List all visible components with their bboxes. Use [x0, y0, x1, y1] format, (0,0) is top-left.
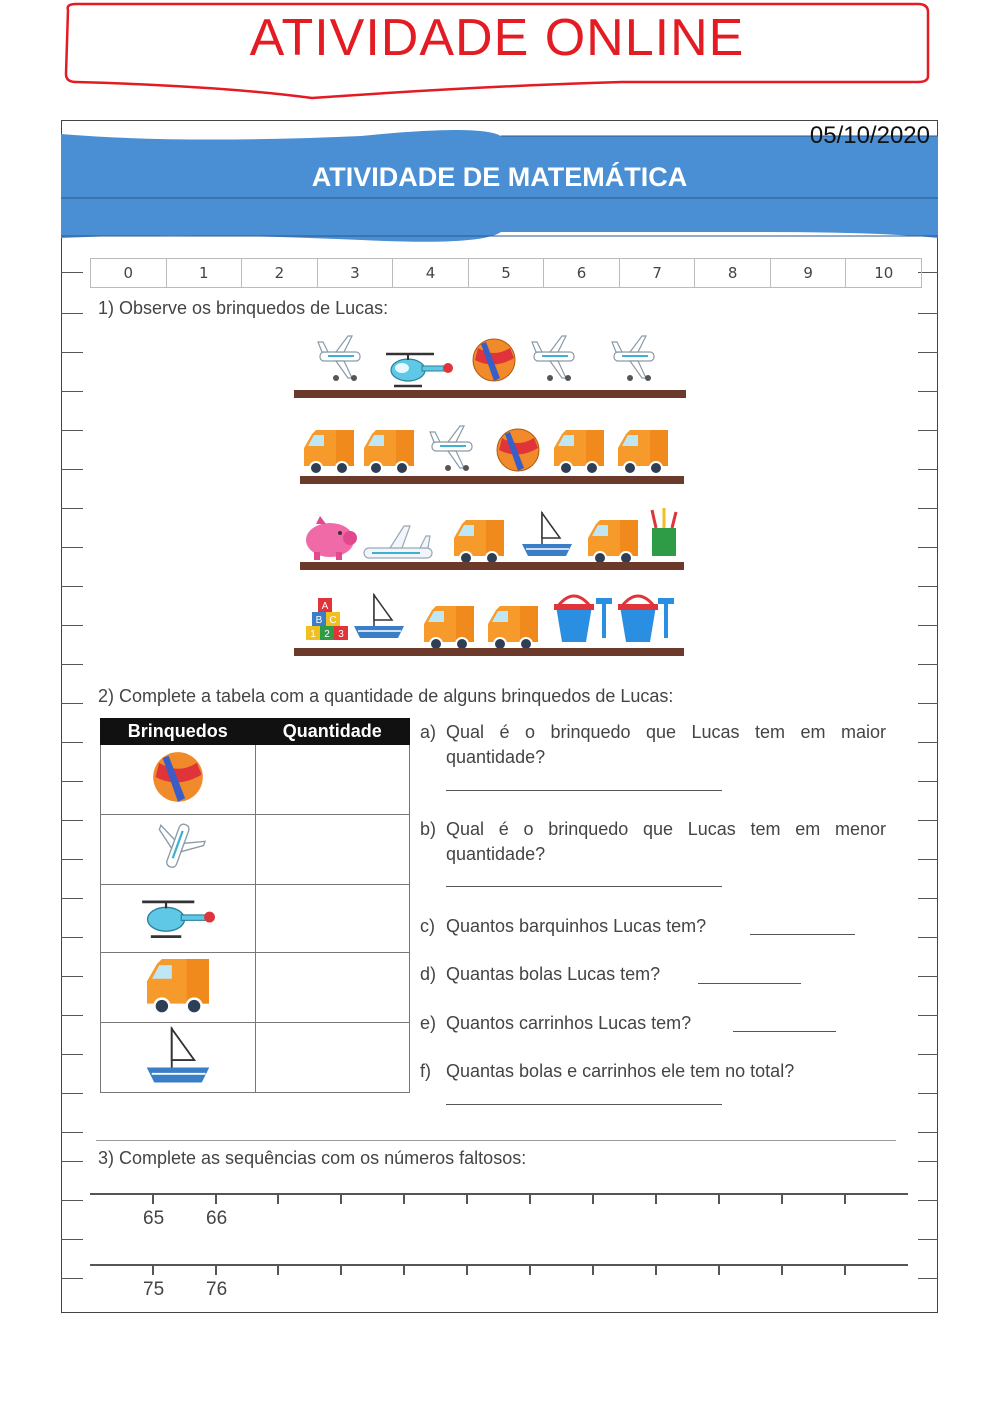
question-2-label: 2) Complete a tabela com a quantidade de alguns brinquedos de Lucas:	[98, 686, 674, 706]
number-line	[90, 258, 922, 288]
answer-line-e[interactable]	[733, 1031, 836, 1032]
quantity-cell-truck[interactable]	[255, 953, 410, 1023]
block-number: 3	[338, 629, 344, 640]
helicopter-icon	[135, 891, 221, 941]
quantity-cell-sailboat[interactable]	[255, 1023, 410, 1093]
answer-line-f[interactable]	[446, 1104, 722, 1105]
date-label: 05/10/2020	[809, 122, 930, 149]
block-letter: C	[329, 615, 337, 626]
question-e-letter: e)	[420, 1013, 437, 1033]
sequence-line-1	[90, 1193, 908, 1195]
sailboat-icon	[146, 1025, 210, 1085]
number-cell: 10	[874, 264, 894, 282]
subject-title: ATIVIDADE DE MATEMÁTICA	[311, 162, 688, 192]
toy-shelves-illustration	[290, 330, 690, 660]
header-toys: Brinquedos	[101, 719, 256, 745]
question-f: Quantas bolas e carrinhos ele tem no total?	[446, 1061, 795, 1081]
answer-line-a[interactable]	[446, 790, 722, 791]
block-number: 1	[310, 629, 316, 640]
question-d: Quantas bolas Lucas tem?	[446, 964, 661, 984]
quantity-cell-airplane[interactable]	[255, 815, 410, 885]
sequence-line-2	[90, 1264, 908, 1266]
question-c-letter: c)	[420, 916, 435, 936]
number-cell: 1	[167, 259, 243, 287]
question-b: Qual é o brinquedo que Lucas tem em menor quantidade?	[446, 819, 886, 864]
sequence-1-number: 65	[143, 1208, 165, 1229]
question-1-label: 1) Observe os brinquedos de Lucas:	[98, 298, 389, 318]
question-3-label: 3) Complete as sequências com os números faltosos:	[98, 1148, 527, 1168]
airplane-icon	[150, 819, 206, 875]
ball-icon-cell	[101, 745, 256, 815]
block-letter: A	[321, 601, 329, 612]
quantity-cell-ball[interactable]	[255, 745, 410, 815]
answer-line-c[interactable]	[750, 934, 855, 935]
number-cell: 6	[544, 259, 620, 287]
ball-icon	[152, 751, 204, 803]
number-cell: 9	[771, 259, 847, 287]
toy-quantity-table	[100, 718, 410, 1093]
number-cell: 2	[242, 259, 318, 287]
sailboat-icon-cell	[101, 1023, 256, 1093]
section-divider	[96, 1140, 896, 1141]
number-cell: 0	[91, 259, 167, 287]
question-c: Quantos barquinhos Lucas tem?	[446, 916, 707, 936]
number-cell: 3	[318, 259, 394, 287]
airplane-icon-cell	[101, 815, 256, 885]
sequence-2-number: 76	[206, 1279, 228, 1300]
header-quantity: Quantidade	[255, 719, 410, 745]
answer-line-d[interactable]	[698, 983, 801, 984]
question-d-letter: d)	[420, 964, 437, 984]
question-f-letter: f)	[420, 1061, 431, 1081]
answer-line-b[interactable]	[446, 886, 722, 887]
question-b-letter: b)	[420, 819, 437, 839]
banner-title: ATIVIDADE ONLINE	[249, 9, 745, 67]
truck-icon-cell	[101, 953, 256, 1023]
block-number: 2	[324, 629, 330, 640]
truck-icon	[136, 954, 220, 1016]
sequence-2-number: 75	[143, 1279, 165, 1300]
question-e: Quantos carrinhos Lucas tem?	[446, 1013, 692, 1033]
number-cell: 4	[393, 259, 469, 287]
block-letter: B	[315, 615, 323, 626]
number-cell: 7	[620, 259, 696, 287]
quantity-cell-helicopter[interactable]	[255, 885, 410, 953]
question-a: Qual é o brinquedo que Lucas tem em maior quantidade?	[446, 722, 886, 767]
sequence-1-number: 66	[206, 1208, 228, 1229]
number-cell: 5	[469, 259, 545, 287]
number-cell: 8	[695, 259, 771, 287]
helicopter-icon-cell	[101, 885, 256, 953]
question-a-letter: a)	[420, 722, 437, 742]
